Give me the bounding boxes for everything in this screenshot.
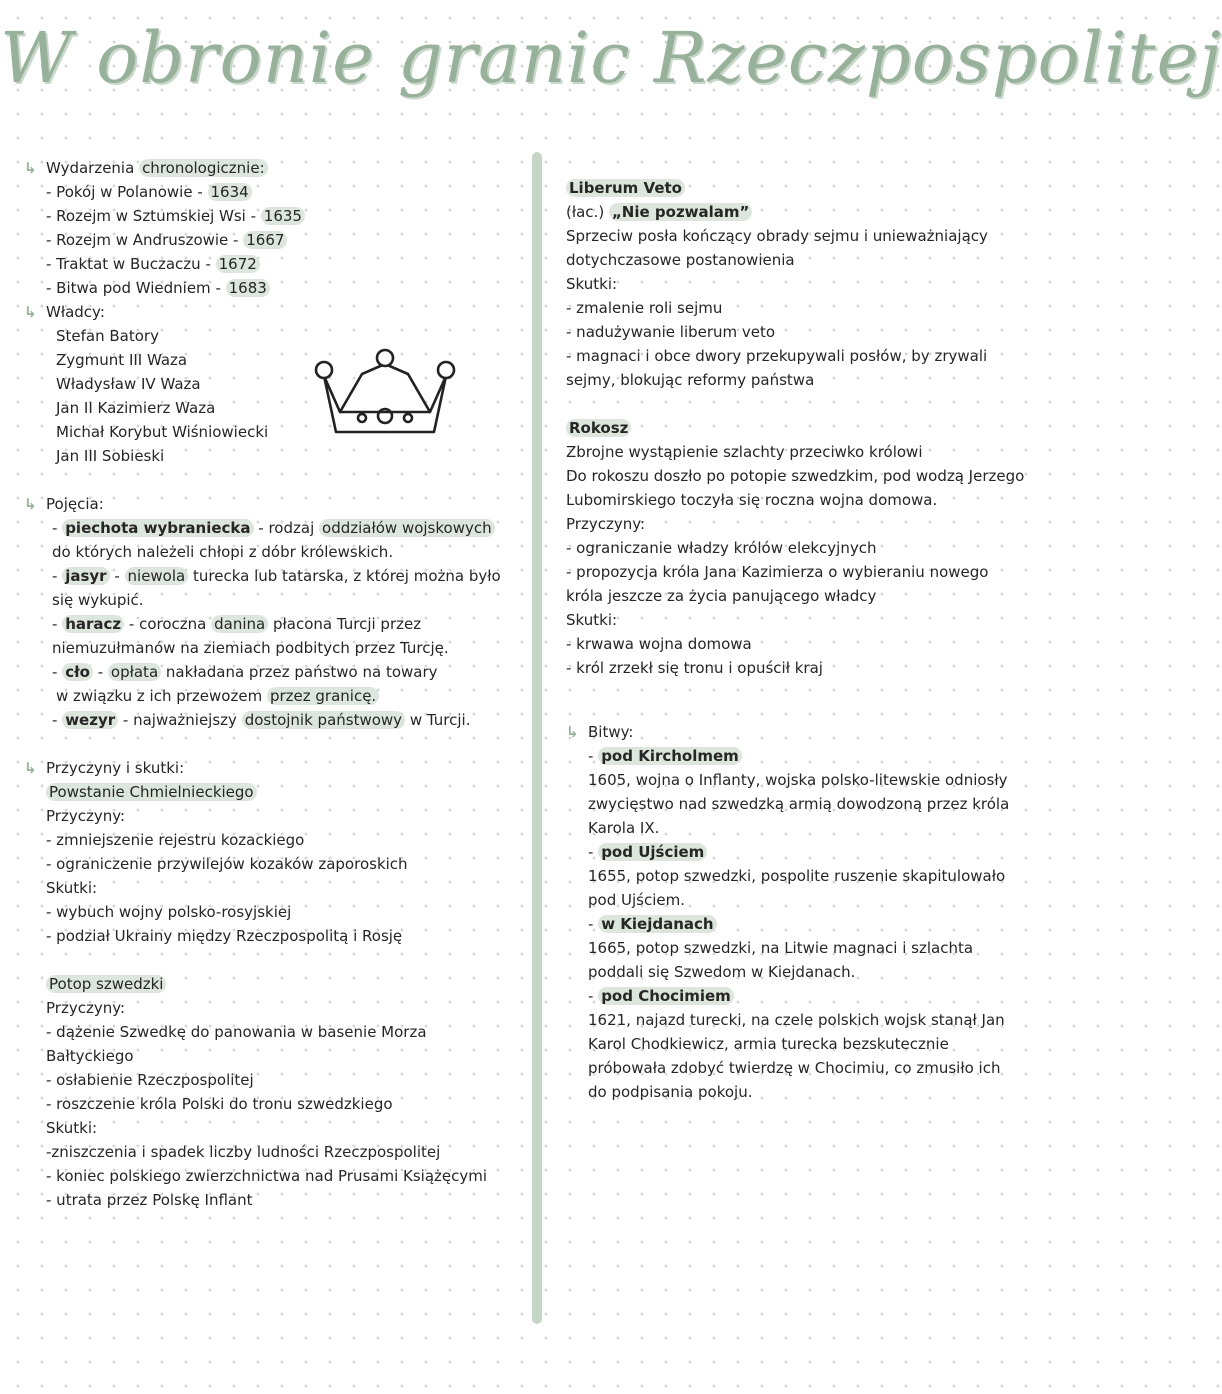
return-arrow-icon: ↳ [24,159,37,177]
section-concepts: ↳ Pojęcia: - piechota wybraniecka - rodzaj oddziałów wojskowych do których należeli chłopi z dóbr królewskich. - jasyr - niewola turecka lub tatarska, z której można było się wykupić. - haracz - coroczna danina płacona Turcji przez niemuzułmanów na ziemiach podbitych przez Turcję. - cło - opłata nakładana przez państwo na towary w związku z ich przewozem przez granicę. - wezyr - najważniejszy dostojnik państwowy w Turcji. [24,492,524,732]
battle-item: - pod Chocimiem [566,984,1056,1008]
list-item: - magnaci i obce dwory przekupywali posłów, by zrywali [566,347,988,365]
list-item: - roszczenie króla Polski do tronu szwedzkiego [46,1095,393,1113]
concept-item: - haracz - coroczna danina płacona Turcji przez [52,615,422,633]
battle-item: - w Kiejdanach [566,912,1056,936]
concept-item: - piechota wybraniecka - rodzaj oddziałów wojskowych [24,516,524,540]
section-liberum-veto: Liberum Veto (łac.) „Nie pozwalam” Sprzeciw posła kończący obrady sejmu i unieważniający dotychczasowe postanowienia Skutki: - zmalenie roli sejmu - nadużywanie liberum veto - magnaci i obce dwory przekupywali posłów, by zrywali sejmy, blokując reformy państwa [566,176,1056,392]
list-item: - koniec polskiego zwierzchnictwa nad Prusami Książęcymi [46,1167,488,1185]
return-arrow-icon: ↳ [24,495,37,513]
event-item: - Pokój w Polanowie - 1634 [24,180,524,204]
return-arrow-icon: ↳ [566,723,579,741]
event-item: - Rozejm w Andruszowie - 1667 [24,228,524,252]
list-item: - wybuch wojny polsko-rosyjskiej [46,903,292,921]
concept-item: - jasyr - niewola turecka lub tatarska, z której można było [52,567,501,585]
list-item: - dążenie Szwedkę do panowania w basenie Morza [46,1023,427,1041]
potop-title: Potop szwedzki [46,975,166,993]
list-item: - ograniczenie przywilejów kozaków zaporoskich [46,855,408,873]
list-item: - podział Ukrainy między Rzeczpospolitą i Rosję [46,927,403,945]
left-column [24,156,524,1212]
event-item: - Traktat w Buczaczu - 1672 [24,252,524,276]
rulers-heading: Władcy: [46,303,105,321]
event-item: - Rozejm w Sztumskiej Wsi - 1635 [24,204,524,228]
causes-heading: Przyczyny i skutki: [46,759,185,777]
list-item: - król zrzekł się tronu i opuścił kraj [566,659,823,677]
list-item: - zmniejszenie rejestru kozackiego [46,831,305,849]
concept-item: - wezyr - najważniejszy dostojnik państwowy w Turcji. [52,711,471,729]
list-item: - zmalenie roli sejmu [566,299,723,317]
rokosz-title: Rokosz [566,419,631,437]
ruler-item: Jan III Sobieski [56,447,165,465]
list-item: - osłabienie Rzeczpospolitej [46,1071,254,1089]
return-arrow-icon: ↳ [24,303,37,321]
page-title: W obronie granic Rzeczpospolitej [0,17,1222,99]
battles-heading: Bitwy: [588,723,634,741]
ruler-item: Stefan Batory [56,327,159,345]
section-rokosz: Rokosz Zbrojne wystąpienie szlachty przeciwko królowi Do rokoszu doszło po potopie szwedzkim, pod wodzą Jerzego Lubomirskiego toczyła się roczna wojna domowa. Przyczyny: - ograniczanie władzy królów elekcyjnych - propozycja króla Jana Kazimierza o wybieraniu nowego króla jeszcze za życia panującego władcy Skutki: - krwawa wojna domowa - król zrzekł się tronu i opuścił kraj [566,416,1056,680]
chmiel-title: Powstanie Chmielnieckiego [46,783,257,801]
return-arrow-icon: ↳ [24,759,37,777]
battle-item: - pod Ujściem [566,840,1056,864]
section-battles: ↳ Bitwy: - pod Kircholmem 1605, wojna o Inflanty, wojska polsko-litewskie odniosły zwycięstwo nad szwedzką armią dowodzoną przez króla Karola IX. - pod Ujściem 1655, potop szwedzki, pospolite ruszenie skapitulowało pod Ujściem. - w Kiejdanach 1665, potop szwedzki, na Litwie magnaci i szlachta poddali się Szwedom w Kiejdanach. - pod Chocimiem 1621, najazd turecki, na czele polskich wojsk stanął Jan Karol Chodkiewicz, armia turecka bezskutecznie próbowała zdobyć twierdzę w Chocimiu, co zmusiło ich do podpisania pokoju. [566,720,1056,1104]
list-item: - ograniczanie władzy królów elekcyjnych [566,539,877,557]
ruler-item: Jan II Kazimierz Waza [56,399,216,417]
section-causes-effects: ↳ Przyczyny i skutki: Powstanie Chmielnieckiego Przyczyny: - zmniejszenie rejestru kozackiego - ograniczenie przywilejów kozaków zaporoskich Skutki: - wybuch wojny polsko-rosyjskiej - podział Ukrainy między Rzeczpospolitą i Rosję Potop szwedzki Przyczyny: - dążenie Szwedkę do panowania w basenie Morza Bałtyckiego - osłabienie Rzeczpospolitej - roszczenie króla Polski do tronu szwedzkiego Skutki: -zniszczenia i spadek liczby ludności Rzeczpospolitej - koniec polskiego zwierzchnictwa nad Prusami Książęcymi - utrata przez Polskę Inflant [24,756,524,1212]
list-item: -zniszczenia i spadek liczby ludności Rzeczpospolitej [46,1143,441,1161]
event-item: - Bitwa pod Wiedniem - 1683 [24,276,524,300]
ruler-item: Zygmunt III Waza [56,351,188,369]
ruler-item: Władysław IV Waza [56,375,201,393]
list-item: - krwawa wojna domowa [566,635,752,653]
column-divider [532,152,542,1324]
list-item: - utrata przez Polskę Inflant [46,1191,253,1209]
events-heading-highlight: chronologicznie: [139,159,268,177]
list-item: - nadużywanie liberum veto [566,323,776,341]
battle-item: - pod Kircholmem [566,744,1056,768]
liberum-title: Liberum Veto [566,179,685,197]
concepts-heading: Pojęcia: [46,495,104,513]
list-item: - propozycja króla Jana Kazimierza o wybieraniu nowego [566,563,989,581]
ruler-item: Michał Korybut Wiśniowiecki [56,423,269,441]
crown-icon [310,346,460,438]
right-column [566,176,1056,1104]
concept-item: - cło - opłata nakładana przez państwo na towary [52,663,438,681]
section-events: ↳ Wydarzenia chronologicznie: - Pokój w Polanowie - 1634 - Rozejm w Sztumskiej Wsi - 1635 - Rozejm w Andruszowie - 1667 - Traktat w Buczaczu - 1672 - Bitwa pod Wiedniem - 1683 [24,156,524,300]
